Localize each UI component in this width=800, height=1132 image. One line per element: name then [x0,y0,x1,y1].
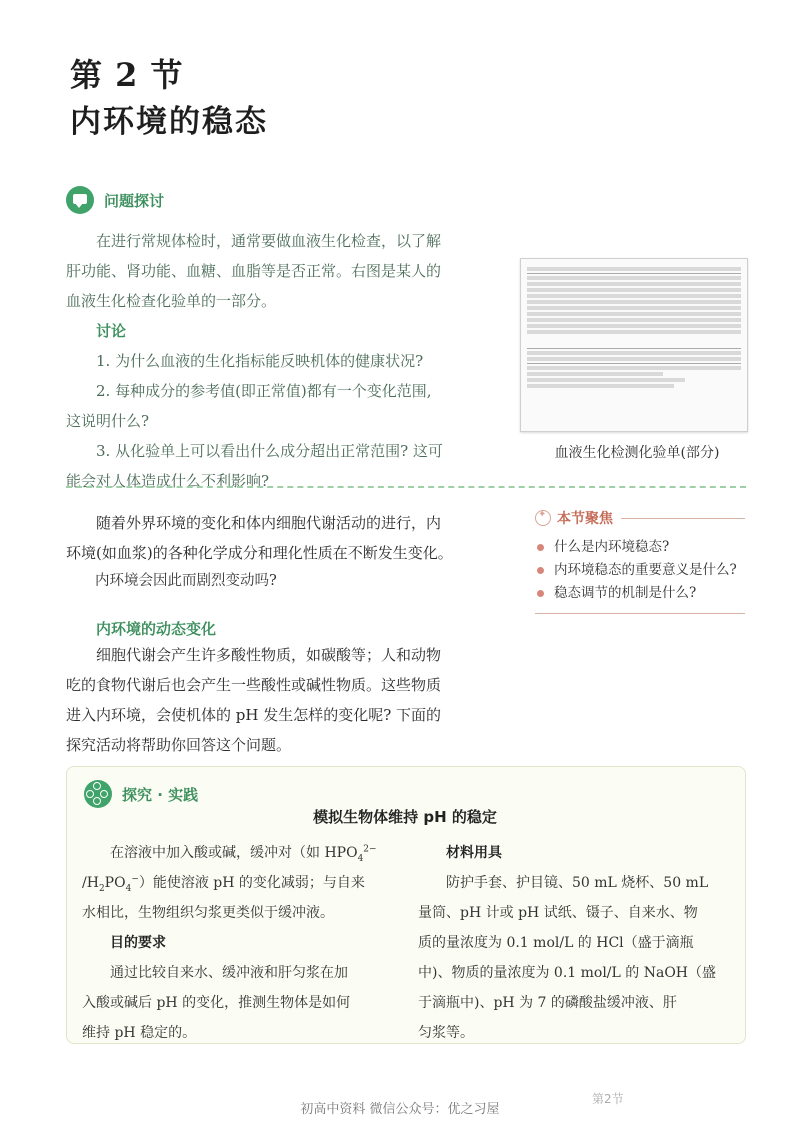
speech-bubble-icon [66,186,94,214]
intro-line: 随着外界环境的变化和体内细胞代谢活动的进行，内 [96,514,442,532]
discussion-intro-line: 血液生化检查化验单的一部分。 [66,292,277,310]
materials-line: 中)、物质的量浓度为 0.1 mol/L 的 NaOH（盛 [418,965,717,981]
footer-watermark: 初高中资料 微信公众号：优之习屋 [300,1102,500,1117]
materials-line: 于滴瓶中)、pH 为 7 的磷酸盐缓冲液、肝 [418,995,677,1011]
star-icon [535,510,551,526]
section-focus-box [535,508,745,614]
section-title: 内环境的稳态 [70,104,268,140]
discussion-body [66,226,496,496]
focus-header-label: 本节聚焦 [557,511,613,527]
subsection-line: 吃的食物代谢后也会产生一些酸性或碱性物质。这些物质 [66,676,442,694]
focus-item: 稳态调节的机制是什么? [535,582,745,605]
materials-line: 质的量浓度为 0.1 mol/L 的 HCl（盛于滴瓶 [418,935,694,951]
bullet-icon [537,544,544,551]
explore-header [84,780,198,808]
goal-line: 通过比较自来水、缓冲液和肝匀浆在加 [110,965,348,981]
discussion-header [66,186,164,214]
focus-item: 什么是内环境稳态? [535,536,745,559]
discussion-intro-line: 肝功能、肾功能、血糖、血脂等是否正常。右图是某人的 [66,262,442,280]
section-number: 第 2 节 [70,56,184,94]
discussion-header-label: 问题探讨 [104,191,165,210]
goal-line: 入酸或碱后 pH 的变化，推测生物体是如何 [82,995,351,1011]
discussion-question: 这说明什么? [66,412,150,430]
materials-line: 量筒、pH 计或 pH 试纸、镊子、自来水、物 [418,905,698,921]
focus-item: 内环境稳态的重要意义是什么? [535,559,745,582]
materials-label: 材料用具 [446,845,502,861]
lab-report-caption: 血液生化检测化验单(部分) [554,445,720,461]
intro-line: 环境(如血浆)的各种化学成分和理化性质在不断发生变化。 [66,544,453,562]
explore-title: 模拟生物体维持 pH 的稳定 [313,808,497,826]
page-label: 第2节 [592,1092,624,1106]
explore-left-line: 水相比，生物组织匀浆更类似于缓冲液。 [82,905,334,921]
discussion-question: 2. 每种成分的参考值(即正常值)都有一个变化范围, [96,382,432,400]
explore-header-label: 探究 · 实践 [122,785,199,804]
subsection-paragraph [66,640,501,760]
lab-report-image [520,258,748,432]
subsection-title: 内环境的动态变化 [96,620,217,638]
goal-label: 目的要求 [110,935,166,951]
discuss-label: 讨论 [96,322,127,340]
molecule-icon [84,780,112,808]
discussion-question: 3. 从化验单上可以看出什么成分超出正常范围? 这可 [96,442,443,460]
section-divider [66,486,746,488]
subsection-line: 进入内环境，会使机体的 pH 发生怎样的变化呢? 下面的 [66,706,442,724]
discussion-question: 1. 为什么血液的生化指标能反映机体的健康状况? [96,352,424,370]
bullet-icon [537,567,544,574]
discussion-question: 能会对人体造成什么不利影响? [66,472,270,490]
subsection-line: 细胞代谢会产生许多酸性物质，如碳酸等；人和动物 [96,646,442,664]
explore-left-line: 在溶液中加入酸或碱，缓冲对（如 $HPO_4^{2-}$ [110,844,377,864]
explore-right-column [418,838,728,1048]
bullet-icon [537,590,544,597]
intro-question: 内环境会因此而剧烈变动吗? [95,573,277,589]
goal-line: 维持 pH 稳定的。 [82,1025,197,1041]
discussion-intro-line: 在进行常规体检时，通常要做血液生化检查，以了解 [96,232,442,250]
materials-line: 匀浆等。 [418,1025,474,1041]
intro-paragraph [66,508,501,568]
subsection-line: 探究活动将帮助你回答这个问题。 [66,736,292,754]
explore-left-column [82,838,387,1048]
explore-left-line: $/H_2PO_4^-$）能使溶液 pH 的变化减弱；与自来 [82,874,365,894]
materials-line: 防护手套、护目镜、50 mL 烧杯、50 mL [446,875,709,891]
focus-header [535,508,745,528]
